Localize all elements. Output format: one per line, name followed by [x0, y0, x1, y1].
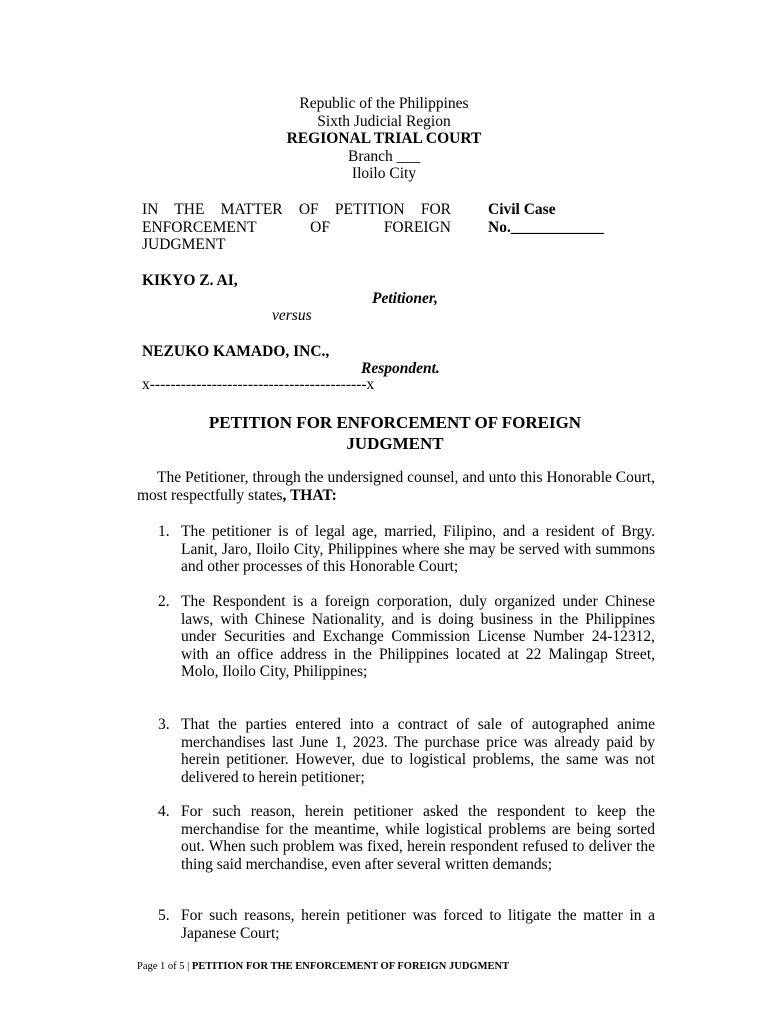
title-line-1: PETITION FOR ENFORCEMENT OF FOREIGN — [208, 413, 582, 432]
header-republic: Republic of the Philippines — [299, 95, 469, 112]
item-number: 2. — [158, 593, 170, 610]
item-text: That the parties entered into a contract of sale of autographed anime merchandises last June 1, 2023. The purchase price was already paid by herein petitioner. However, due to logistical problems, the same was not delivered to herein petitioner; — [181, 716, 655, 786]
item-number: 5. — [158, 907, 170, 924]
item-number: 1. — [158, 523, 170, 540]
case-number-block — [488, 201, 628, 236]
intro-emphasis: , THAT: — [282, 486, 337, 504]
item-text: The Respondent is a foreign corporation, duly organized under Chinese laws, with Chinese Nationality, and is doing business in the Philippines under Securities and Exchange Commission License Number 24-12312, with an office address in the Philippines located at 22 Malingap Street, Molo, Iloilo City, Philippines; — [181, 593, 655, 680]
caption-divider: x------------------------------------------x — [142, 376, 375, 393]
matter-line-2: ENFORCEMENT OF FOREIGN — [142, 218, 451, 236]
header-court: REGIONAL TRIAL COURT — [286, 130, 482, 147]
item-text: For such reason, herein petitioner asked the respondent to keep the merchandise for the meantime, while logistical problems are being sorted out. When such problem was fixed, herein respondent refused to deliver the thing said merchandise, even after several written demands; — [181, 803, 655, 873]
case-number: No.____________ — [488, 218, 604, 236]
item-number: 3. — [158, 716, 170, 733]
title-line-2: JUDGMENT — [346, 434, 444, 453]
matter-line-1: IN THE MATTER OF PETITION FOR — [142, 201, 451, 218]
footer-separator: | — [184, 961, 192, 972]
header-branch: Branch ___ — [348, 147, 420, 165]
petitioner-role: Petitioner, — [372, 290, 438, 307]
intro-paragraph — [137, 469, 655, 504]
header-city: Iloilo City — [351, 165, 417, 182]
petition-title — [0, 412, 768, 454]
petitioner-name: KIKYO Z. AI, — [142, 272, 238, 289]
page-footer — [137, 960, 509, 973]
header-region: Sixth Judicial Region — [317, 112, 451, 130]
item-text: The petitioner is of legal age, married, Filipino, and a resident of Brgy. Lanit, Jaro, Iloilo City, Philippines where she may be served with summons and other processes of this Honorable Court; — [181, 523, 655, 575]
page-number: Page 1 of 5 — [137, 961, 185, 972]
case-label: Civil Case — [488, 201, 556, 218]
matter-line-3: JUDGMENT — [142, 236, 226, 253]
court-header — [0, 95, 768, 183]
respondent-name: NEZUKO KAMADO, INC., — [142, 343, 330, 360]
item-number: 4. — [158, 803, 170, 820]
versus-label: versus — [272, 307, 312, 324]
respondent-role: Respondent. — [361, 360, 440, 377]
case-caption-matter — [142, 201, 451, 254]
item-text: For such reasons, herein petitioner was forced to litigate the matter in a Japanese Court; — [181, 907, 655, 942]
intro-text: The Petitioner, through the undersigned counsel, and unto this Honorable Court, most respectfully states — [137, 469, 655, 504]
footer-title: PETITION FOR THE ENFORCEMENT OF FOREIGN JUDGMENT — [191, 961, 510, 972]
